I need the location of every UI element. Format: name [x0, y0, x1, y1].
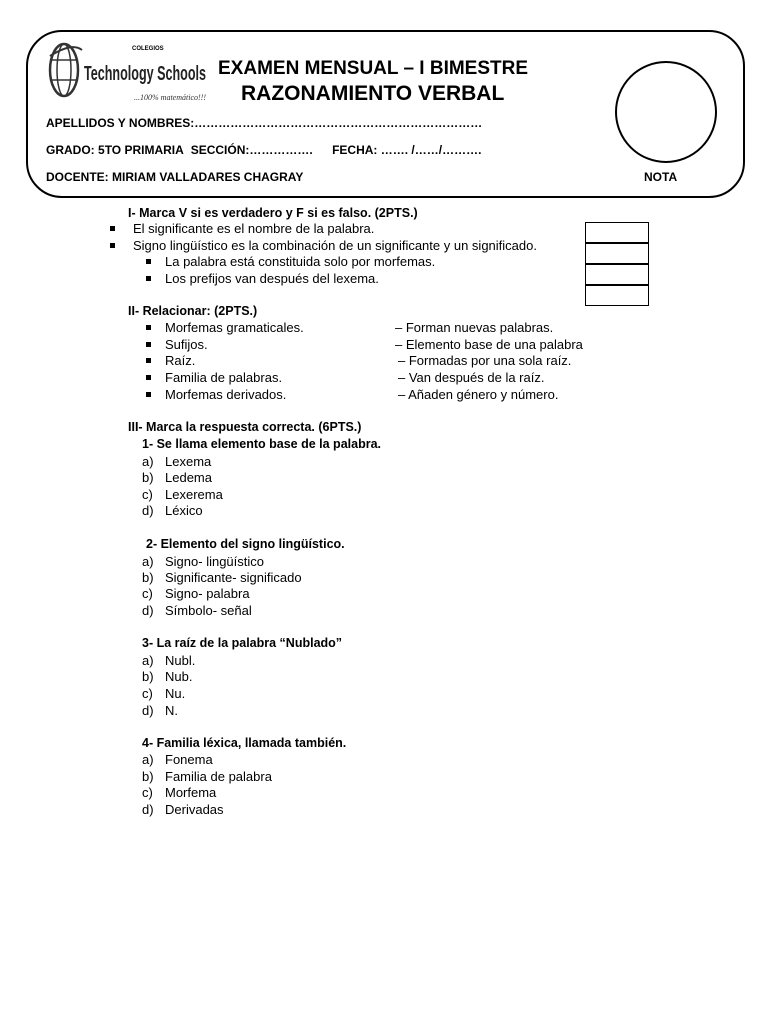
grado-field	[46, 143, 481, 157]
match-right-1: – Forman nuevas palabras.	[395, 320, 554, 335]
section2-heading: II- Relacionar: (2PTS.)	[128, 304, 258, 318]
match-right-3: – Formadas por una sola raíz.	[398, 353, 572, 368]
option-letter: d)	[142, 802, 154, 817]
answer-box-2[interactable]	[585, 243, 649, 264]
question-4: 4- Familia léxica, llamada también.	[142, 736, 347, 750]
q3-option-b[interactable]: Nub.	[165, 669, 193, 684]
bullet-icon	[110, 226, 115, 231]
docente-value: MIRIAM VALLADARES CHAGRAY	[112, 170, 304, 184]
q2-option-d[interactable]: Símbolo- señal	[165, 603, 252, 618]
apellidos-label: APELLIDOS Y NOMBRES:	[46, 116, 195, 130]
q2-option-c[interactable]: Signo- palabra	[165, 586, 250, 601]
bullet-icon	[146, 375, 151, 380]
docente-field	[46, 170, 303, 184]
apellidos-field[interactable]	[46, 116, 482, 130]
option-letter: d)	[142, 603, 154, 618]
section1-heading: I- Marca V si es verdadero y F si es falso. (2PTS.)	[128, 206, 418, 220]
bullet-icon	[146, 276, 151, 281]
subject-title: RAZONAMIENTO VERBAL	[241, 82, 505, 105]
bullet-icon	[146, 392, 151, 397]
option-letter: c)	[142, 586, 153, 601]
fecha-label: FECHA:	[332, 143, 378, 157]
q1-option-b[interactable]: Ledema	[165, 470, 212, 485]
bullet-icon	[146, 325, 151, 330]
match-left-1: Morfemas gramaticales.	[165, 320, 304, 335]
q4-option-a[interactable]: Fonema	[165, 752, 213, 767]
bullet-icon	[146, 342, 151, 347]
option-letter: b)	[142, 470, 154, 485]
q1-option-c[interactable]: Lexerema	[165, 487, 223, 502]
q2-option-b[interactable]: Significante- significado	[165, 570, 302, 585]
option-letter: d)	[142, 503, 154, 518]
vf-item-4: Los prefijos van después del lexema.	[165, 271, 379, 286]
answer-box-3[interactable]	[585, 264, 649, 285]
option-letter: d)	[142, 703, 154, 718]
q1-option-a[interactable]: Lexema	[165, 454, 212, 469]
match-right-2: – Elemento base de una palabra	[395, 337, 583, 352]
q4-option-c[interactable]: Morfema	[165, 785, 217, 800]
question-3: 3- La raíz de la palabra “Nublado”	[142, 636, 343, 650]
match-left-5: Morfemas derivados.	[165, 387, 287, 402]
match-left-2: Sufijos.	[165, 337, 208, 352]
logo-slogan: ...100% matemático!!!	[134, 93, 206, 102]
question-1: 1- Se llama elemento base de la palabra.	[142, 437, 381, 451]
option-letter: c)	[142, 487, 153, 502]
seccion-blank[interactable]: …………….	[249, 143, 313, 157]
logo-brand: Technology Schools	[84, 63, 206, 85]
option-letter: a)	[142, 653, 154, 668]
bullet-icon	[110, 243, 115, 248]
option-letter: c)	[142, 785, 153, 800]
nota-label: NOTA	[644, 170, 678, 184]
grade-circle[interactable]	[615, 61, 717, 163]
option-letter: b)	[142, 570, 154, 585]
match-right-4: – Van después de la raíz.	[398, 370, 545, 385]
logo-small-text: COLEGIOS	[132, 46, 164, 52]
q4-option-d[interactable]: Derivadas	[165, 802, 224, 817]
seccion-label: SECCIÓN:	[190, 143, 250, 157]
q4-option-b[interactable]: Familia de palabra	[165, 769, 272, 784]
match-left-3: Raíz.	[165, 353, 196, 368]
fecha-blank[interactable]: ……. /……/……….	[380, 143, 482, 157]
option-letter: c)	[142, 686, 153, 701]
option-letter: a)	[142, 752, 154, 767]
exam-title: EXAMEN MENSUAL – I BIMESTRE	[218, 58, 529, 79]
q3-option-a[interactable]: Nubl.	[165, 653, 196, 668]
grado-label: GRADO:	[46, 143, 95, 157]
q3-option-c[interactable]: Nu.	[165, 686, 186, 701]
option-letter: b)	[142, 669, 154, 684]
apellidos-blank: ………………………………………………………………	[194, 116, 483, 130]
q3-option-d[interactable]: N.	[165, 703, 178, 718]
match-right-5: – Añaden género y número.	[398, 387, 559, 402]
vf-item-3: La palabra está constituida solo por morfemas.	[165, 254, 436, 269]
option-letter: b)	[142, 769, 154, 784]
q1-option-d[interactable]: Léxico	[165, 503, 203, 518]
grado-value: 5TO PRIMARIA	[98, 143, 184, 157]
docente-label: DOCENTE:	[46, 170, 109, 184]
q2-option-a[interactable]: Signo- lingüístico	[165, 554, 264, 569]
vf-item-1: El significante es el nombre de la palabra.	[133, 221, 375, 236]
bullet-icon	[146, 358, 151, 363]
school-logo	[46, 38, 208, 110]
match-left-4: Familia de palabras.	[165, 370, 283, 385]
option-letter: a)	[142, 454, 154, 469]
question-2: 2- Elemento del signo lingüístico.	[146, 537, 345, 551]
option-letter: a)	[142, 554, 154, 569]
section3-heading: III- Marca la respuesta correcta. (6PTS.)	[128, 420, 362, 434]
globe-icon	[50, 44, 82, 96]
vf-item-2: Signo lingüístico es la combinación de un significante y un significado.	[133, 238, 537, 253]
answer-box-1[interactable]	[585, 222, 649, 243]
bullet-icon	[146, 259, 151, 264]
answer-box-4[interactable]	[585, 285, 649, 306]
